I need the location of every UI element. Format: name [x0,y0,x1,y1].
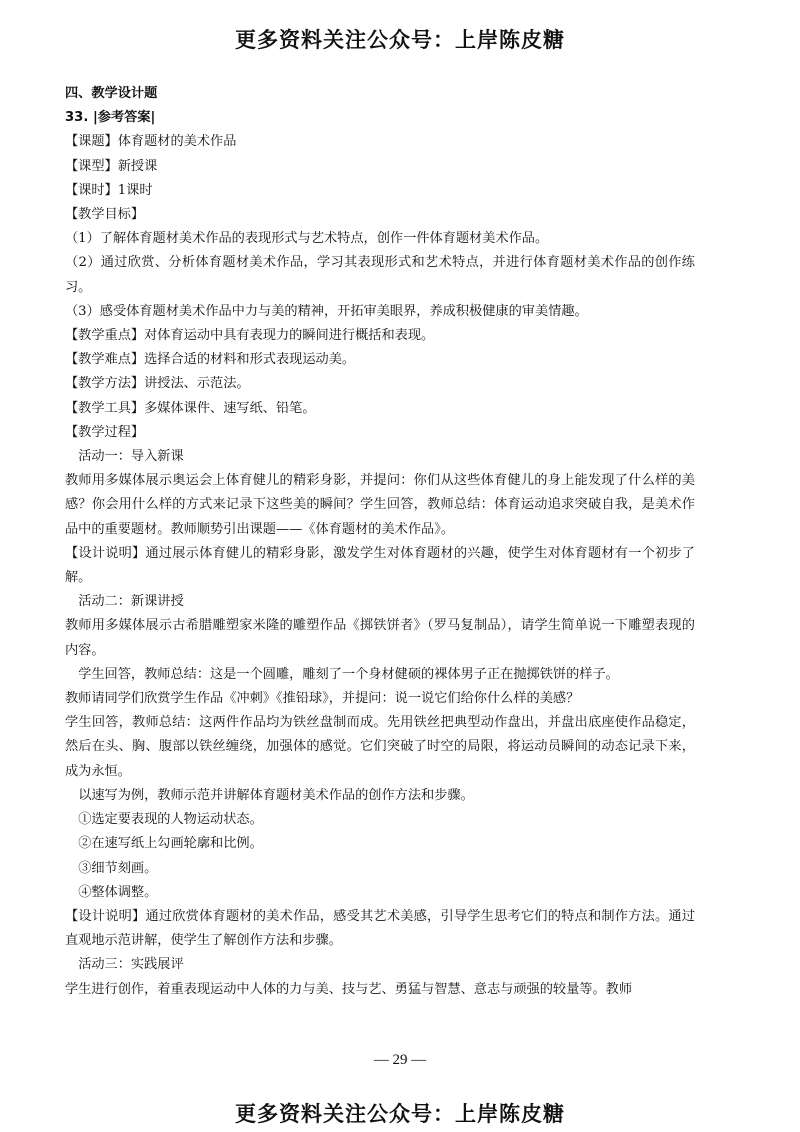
text-paragraph: 学生进行创作，着重表现运动中人体的力与美、技与艺、勇猛与智慧、意志与顽强的较量等。教师 [65,981,633,997]
header-banner: 更多资料关注公众号：上岸陈皮糖 [235,28,565,52]
step-item: ①选定要表现的人物运动状态。 [78,812,263,828]
activity-heading: 活动一：导入新课 [78,449,184,465]
text-line: 【教学过程】 [65,424,145,440]
text-line: 【课型】新授课 [65,158,158,174]
text-paragraph: 【设计说明】通过展示体育健儿的精彩身影，激发学生对体育题材的兴趣，使学生对体育题材有一个初步了解。 [65,545,695,586]
text-line: 【课时】1课时 [65,182,153,198]
text-line: （3）感受体育题材美术作品中力与美的精神，开拓审美眼界，养成积极健康的审美情趣。 [65,303,588,319]
text-line: 教师请同学们欣赏学生作品《冲刺》《推铅球》，并提问：说一说它们给你什么样的美感？ [65,691,580,707]
text-paragraph: 教师用多媒体展示奥运会上体育健儿的精彩身影，并提问：你们从这些体育健儿的身上能发现了什么样的美感？你会用什么样的方式来记录下这些美的瞬间？学生回答，教师总结：体育运动追求突破自我，是美术作品中的重要题材。教师顺势引出课题——《体育题材的美术作品》。 [65,473,695,537]
step-item: ④整体调整。 [78,884,158,900]
text-line: 学生回答，教师总结：这是一个圆雕，雕刻了一个身材健硕的裸体男子正在抛掷铁饼的样子。 [78,666,619,682]
page-number: — 29 — [373,1052,427,1068]
text-paragraph: 教师用多媒体展示古希腊雕塑家米隆的雕塑作品《掷铁饼者》（罗马复制品），请学生简单说一下雕塑表现的内容。 [65,618,695,658]
text-line: 【教学方法】讲授法、示范法。 [65,376,250,392]
text-line: 以速写为例，教师示范并讲解体育题材美术作品的创作方法和步骤。 [78,787,474,803]
text-paragraph: （2）通过欣赏、分析体育题材美术作品，学习其表现形式和艺术特点，并进行体育题材美术作品的创作练习。 [65,255,695,295]
document-body [65,82,695,1002]
section-heading: 四、教学设计题 [65,86,158,101]
text-line: 【课题】体育题材的美术作品 [65,134,237,150]
text-paragraph: 学生回答，教师总结：这两件作品均为铁丝盘制而成。先用铁丝把典型动作盘出，并盘出底座使作品稳定，然后在头、胸、腹部以铁丝缠绕，加强体的感觉。它们突破了时空的局限，将运动员瞬间的动态记录下来，成为永恒。 [65,715,695,779]
activity-heading: 活动三：实践展评 [78,957,184,973]
text-paragraph: 【设计说明】通过欣赏体育题材的美术作品，感受其艺术美感，引导学生思考它们的特点和制作方法。通过直观地示范讲解，使学生了解创作方法和步骤。 [65,908,695,949]
step-item: ②在速写纸上勾画轮廓和比例。 [78,836,263,852]
text-line: 【教学目标】 [65,207,145,223]
text-line: 【教学重点】对体育运动中具有表现力的瞬间进行概括和表现。 [65,328,435,344]
text-line: 【教学难点】选择合适的材料和形式表现运动美。 [65,352,356,368]
step-item: ③细节刻画。 [78,860,158,876]
activity-heading: 活动二：新课讲授 [78,594,184,610]
text-line: 【教学工具】多媒体课件、速写纸、铅笔。 [65,400,316,416]
question-label: 33. |参考答案| [65,110,156,126]
footer-banner: 更多资料关注公众号：上岸陈皮糖 [235,1102,565,1126]
text-line: （1）了解体育题材美术作品的表现形式与艺术特点，创作一件体育题材美术作品。 [65,231,549,247]
